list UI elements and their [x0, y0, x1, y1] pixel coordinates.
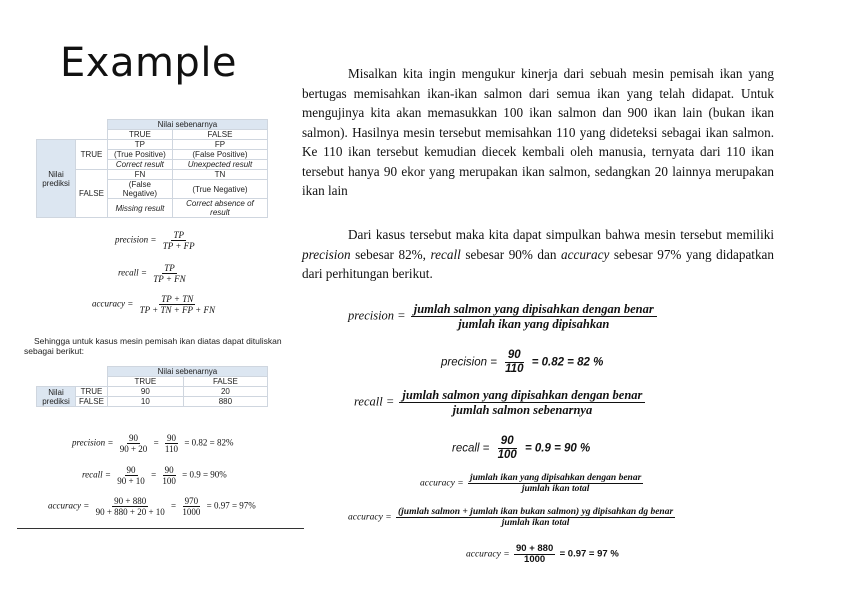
matrix-row-true: TRUE [76, 140, 108, 170]
left-caption: Sehingga untuk kasus mesin pemisah ikan diatas dapat dituliskan sebagai berikut: [24, 336, 282, 356]
right-calc-recall: recall = $\frac{90}{100}$ = 0.9 = 90 % [452, 435, 591, 461]
matrix-row-label: Nilai prediksi [37, 140, 76, 218]
calc-accuracy: accuracy = $\frac{90 + 880}{90 + 880 + 20 + 10}$ = $\frac{970}{1000}$ = 0.97 = 97% [48, 496, 256, 517]
right-calc-accuracy: accuracy = $\frac{90 + 880}{1000}$ = 0.97 = 97 % [466, 543, 619, 565]
matrix-tp: TP [107, 140, 172, 150]
matrix2-col-true: TRUE [107, 377, 183, 387]
matrix2-tp: 90 [107, 387, 183, 397]
paragraph-2: Dari kasus tersebut maka kita dapat simpulkan bahwa mesin tersebut memiliki precision sebesar 82%, recall sebesar 90% dan accuracy sebesar 97% yang didapatkan dari perhitungan berikut. [302, 227, 774, 281]
right-formula-accuracy-expanded: accuracy = (jumlah salmon + jumlah ikan bukan salmon) yg dipisahkan dg benar jumlah ikan total [348, 507, 674, 528]
matrix-fp-desc: (False Positive) [172, 150, 267, 160]
matrix2-col-false: FALSE [183, 377, 267, 387]
right-formula-accuracy: accuracy = $\frac{\text{jumlah ikan yang dipisahkan dengan benar}}{\text{jumlah ikan total}}$ [420, 473, 642, 494]
numeric-matrix-table [36, 366, 268, 407]
calc-recall: recall = $\frac{90}{90 + 10}$ = $\frac{90}{100}$ = 0.9 = 90% [82, 465, 227, 486]
right-calc-precision: precision = $\frac{90}{110}$ = 0.82 = 82 % [441, 349, 604, 375]
matrix2-row-label: Nilai prediksi [37, 387, 76, 407]
matrix-fn: FN [107, 170, 172, 180]
formula-recall: recall = $\frac{TP}{TP + FN}$ [118, 263, 186, 284]
matrix2-fn: 10 [107, 397, 183, 407]
matrix-col-true: TRUE [107, 130, 172, 140]
matrix-tn-desc: (True Negative) [172, 180, 267, 199]
matrix2-fp: 20 [183, 387, 267, 397]
matrix2-tn: 880 [183, 397, 267, 407]
matrix-tp-desc: (True Positive) [107, 150, 172, 160]
matrix-fp: FP [172, 140, 267, 150]
matrix-fp-note: Unexpected result [172, 160, 267, 170]
paragraph-1: Misalkan kita ingin mengukur kinerja dari sebuah mesin pemisah ikan yang bertugas memisahkan ikan-ikan salmon dari semua ikan yang telah didapat. Untuk mengujinya kita akan memasukkan 100 ikan salmon dan 900 ikan lain (bukan ikan salmon). Hasilnya mesin tersebut memisahkan 110 yang dideteksi sebagai ikan salmon. Ke 110 ikan tersebut kemudian diecek kembali oleh manusia, ternyata dari 110 ikan tersebut hanya 90 ekor yang merupakan ikan salmon, sedangkan 20 lainnya merupakan ikan lain [302, 66, 774, 198]
calc-precision: precision = $\frac{90}{90 + 20}$ = $\frac{90}{110}$ = 0.82 = 82% [72, 433, 234, 454]
confusion-matrix-table [36, 119, 268, 218]
matrix-col-false: FALSE [172, 130, 267, 140]
matrix-header: Nilai sebenarnya [107, 120, 267, 130]
right-formula-precision: precision = $\frac{\text{jumlah salmon yang dipisahkan dengan benar}}{\text{jumlah ikan yang dipisahkan}}$ [348, 302, 659, 331]
matrix-row-false: FALSE [76, 170, 108, 218]
matrix-tn-note: Correct absence of result [172, 199, 267, 218]
matrix-tp-note: Correct result [107, 160, 172, 170]
matrix-tn: TN [172, 170, 267, 180]
slide-title: Example [60, 40, 238, 86]
formula-precision: precision = $\frac{TP}{TP + FP}$ [115, 230, 195, 251]
matrix2-row-true: TRUE [76, 387, 108, 397]
matrix-fn-note: Missing result [107, 199, 172, 218]
right-formula-recall: recall = $\frac{\text{jumlah salmon yang dipisahkan dengan benar}}{\text{jumlah salmon sebenarnya}}$ [354, 388, 647, 417]
matrix-fn-desc: (False Negative) [107, 180, 172, 199]
left-divider [17, 528, 304, 529]
matrix2-header: Nilai sebenarnya [107, 367, 267, 377]
matrix2-row-false: FALSE [76, 397, 108, 407]
formula-accuracy: accuracy = $\frac{TP + TN}{TP + TN + FP + FN}$ [92, 294, 215, 315]
